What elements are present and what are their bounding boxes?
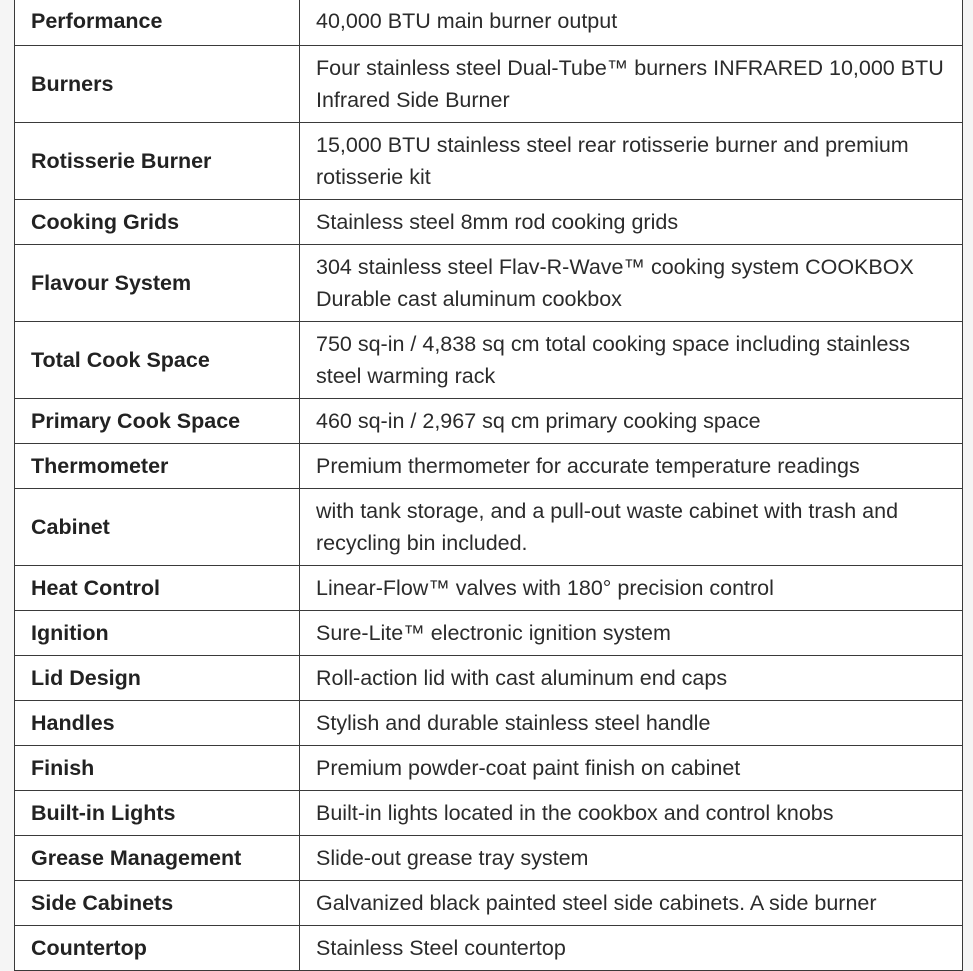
table-row <box>15 566 963 611</box>
spec-label: Thermometer <box>15 444 300 489</box>
spec-label: Rotisserie Burner <box>15 123 300 200</box>
spec-label: Ignition <box>15 611 300 656</box>
spec-value: Galvanized black painted steel side cabinets. A side burner <box>300 881 963 926</box>
table-row <box>15 611 963 656</box>
spec-label: Burners <box>15 46 300 123</box>
spec-label: Total Cook Space <box>15 322 300 399</box>
table-row <box>15 881 963 926</box>
spec-value: 15,000 BTU stainless steel rear rotisserie burner and premium rotisserie kit <box>300 123 963 200</box>
spec-value: Stylish and durable stainless steel handle <box>300 701 963 746</box>
spec-label: Flavour System <box>15 245 300 322</box>
spec-label: Handles <box>15 701 300 746</box>
table-row <box>15 46 963 123</box>
table-row <box>15 791 963 836</box>
spec-value: Built-in lights located in the cookbox and control knobs <box>300 791 963 836</box>
spec-value: with tank storage, and a pull-out waste cabinet with trash and recycling bin included. <box>300 489 963 566</box>
spec-value: 40,000 BTU main burner output <box>300 0 963 46</box>
table-row <box>15 701 963 746</box>
table-row <box>15 656 963 701</box>
spec-label: Primary Cook Space <box>15 399 300 444</box>
spec-value: Four stainless steel Dual-Tube™ burners INFRARED 10,000 BTU Infrared Side Burner <box>300 46 963 123</box>
spec-label: Heat Control <box>15 566 300 611</box>
table-row <box>15 836 963 881</box>
spec-value: Linear-Flow™ valves with 180° precision control <box>300 566 963 611</box>
spec-label: Finish <box>15 746 300 791</box>
table-row <box>15 200 963 245</box>
spec-value: 304 stainless steel Flav-R-Wave™ cooking system COOKBOX Durable cast aluminum cookbox <box>300 245 963 322</box>
table-row <box>15 444 963 489</box>
spec-label: Countertop <box>15 926 300 971</box>
spec-value: Sure-Lite™ electronic ignition system <box>300 611 963 656</box>
table-row <box>15 399 963 444</box>
spec-label: Built-in Lights <box>15 791 300 836</box>
spec-value: Slide-out grease tray system <box>300 836 963 881</box>
spec-label: Performance <box>15 0 300 46</box>
table-row <box>15 926 963 971</box>
spec-value: 750 sq-in / 4,838 sq cm total cooking space including stainless steel warming rack <box>300 322 963 399</box>
spec-value: 460 sq-in / 2,967 sq cm primary cooking space <box>300 399 963 444</box>
table-row <box>15 0 963 46</box>
table-row <box>15 489 963 566</box>
table-row <box>15 322 963 399</box>
spec-label: Lid Design <box>15 656 300 701</box>
table-row <box>15 123 963 200</box>
spec-label: Grease Management <box>15 836 300 881</box>
spec-label: Cooking Grids <box>15 200 300 245</box>
table-row <box>15 746 963 791</box>
spec-value: Premium powder-coat paint finish on cabinet <box>300 746 963 791</box>
table-row <box>15 245 963 322</box>
spec-value: Stainless steel 8mm rod cooking grids <box>300 200 963 245</box>
spec-value: Premium thermometer for accurate temperature readings <box>300 444 963 489</box>
spec-label: Side Cabinets <box>15 881 300 926</box>
spec-value: Stainless Steel countertop <box>300 926 963 971</box>
spec-table <box>14 0 963 971</box>
spec-label: Cabinet <box>15 489 300 566</box>
spec-value: Roll-action lid with cast aluminum end caps <box>300 656 963 701</box>
spec-table-body <box>15 0 963 971</box>
spec-table-container <box>14 0 962 971</box>
